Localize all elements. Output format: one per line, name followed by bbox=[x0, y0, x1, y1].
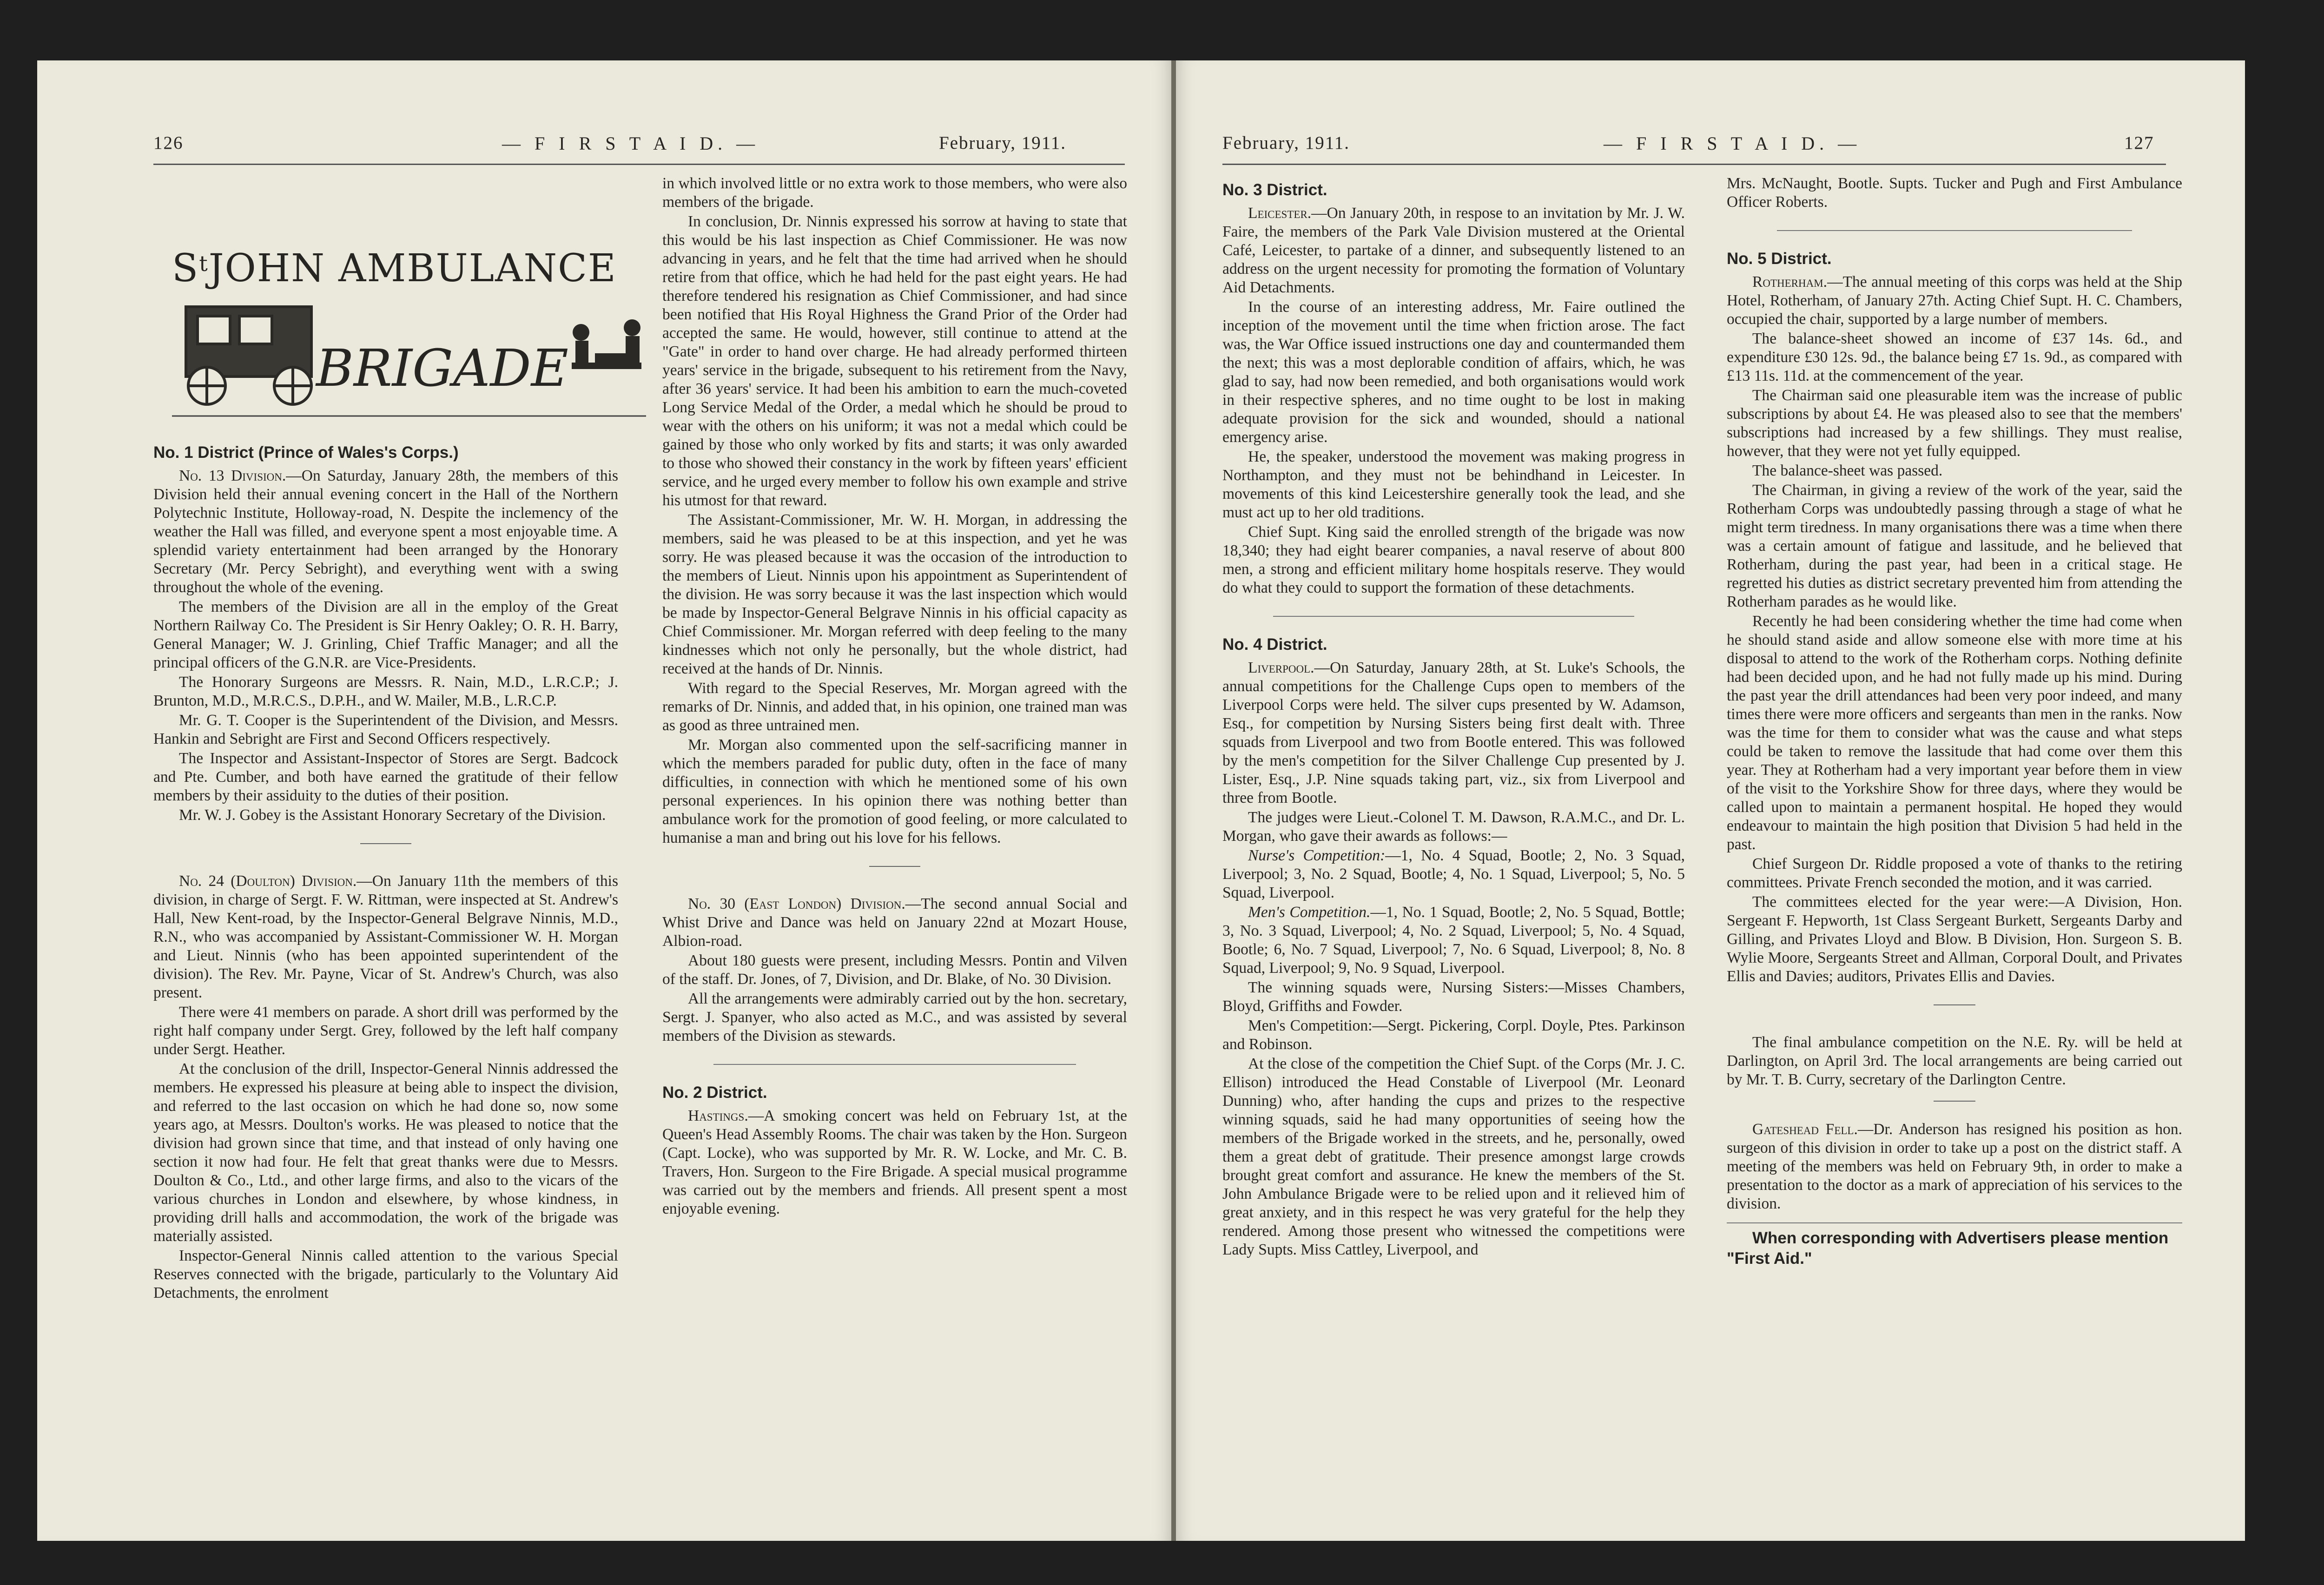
paragraph: With regard to the Special Reserves, Mr. Morgan agreed with the remarks of Dr. Ninnis, and added that, in his opinion, one trained man was as good as three untrained men. bbox=[662, 680, 1127, 734]
paragraph: At the conclusion of the drill, Inspector-General Ninnis addressed the members. He expressed his pleasure at being able to inspect the division, and referred to the last occasion on which he had done so, now some years ago, at Messrs. Doulton's works. He was pleased to notice that the division had grown since that time, and that instead of only having one section it now had four. He felt that great thanks were due to Messrs. Doulton & Co., Ltd., and other large firms, and also to the vicars of the various churches in London and elsewhere, by whose kindness, in providing drill halls and accommodation, the work of the brigade was materially assisted. bbox=[153, 1060, 618, 1245]
section-separator bbox=[869, 866, 920, 867]
section-separator bbox=[1934, 1004, 1975, 1005]
paragraph: No. 24 (Doulton) Division.—On January 11th the members of this division, in charge of Sergt. F. W. Rittman, were inspected at St. Andrew's Hall, New Kent-road, by the Inspector-General Belgrave Ninnis, M.D., R.N., who was accompanied by Assistant-Commissioner W. H. Morgan and Lieut. Ninnis (who has been appointed superintendent of the division). The Rev. Mr. Payne, Vicar of St. Andrew's Church, was also present. bbox=[153, 872, 618, 1001]
paragraph: At the close of the competition the Chief Supt. of the Corps (Mr. J. C. Ellison) introduced the Head Constable of Liverpool (Mr. Leonard Dunning) who, after handing the cups and prizes to the respective winning squads, said he had many opportunities of seeing how the members of the Brigade worked in the streets, and he, personally, owed them a great debt of gratitude. Their presence amongst large crowds brought great comfort and assurance. He knew the members of the St. John Ambulance Brigade were to be relied upon and it relieved him of great anxiety, and in this respect he was very grateful for the help they rendered. Among those present who witnessed the competitions were Lady Supts. Miss Cattley, Liverpool, and bbox=[1222, 1055, 1685, 1258]
logo-line1: $S^tJOHN$ AMBULANCE bbox=[172, 246, 617, 291]
district-2-heading: No. 2 District. bbox=[662, 1083, 767, 1102]
paragraph: Inspector-General Ninnis called attention to the various Special Reserves connected with the brigade, particularly to the Voluntary Aid Detachments, the enrolment bbox=[153, 1247, 618, 1301]
paragraph: Men's Competition:—Sergt. Pickering, Corpl. Doyle, Ptes. Parkinson and Robinson. bbox=[1222, 1017, 1685, 1053]
section-rule bbox=[713, 1064, 1076, 1065]
right-column-2 bbox=[1727, 174, 2182, 1269]
section-rule bbox=[1777, 230, 2132, 231]
paragraph: Leicester.—On January 20th, in respose to an invitation by Mr. J. W. Faire, the members of the Park Vale Division mustered at the Oriental Café, Leicester, to partake of a dinner, and subsequently listened to an address on the urgent necessity for promoting the formation of Voluntary Aid Detachments. bbox=[1222, 205, 1685, 296]
paragraph: He, the speaker, understood the movement was making progress in Northampton, and they must not be behindhand in Leicester. In movements of this kind Leicestershire generally took the lead, and she must act up to her old traditions. bbox=[1222, 448, 1685, 521]
paragraph: Mr. Morgan also commented upon the self-sacrificing manner in which the members paraded for public duty, often in the face of many difficulties, in connection with which he mentioned some of his own personal experiences. In his opinion there was nothing better than ambulance work for the promotion of good feeling, or more calculated to humanise a man and bring out his love for his fellows. bbox=[662, 736, 1127, 846]
district-4-heading: No. 4 District. bbox=[1222, 635, 1327, 654]
section-rule bbox=[1727, 1222, 2182, 1223]
right-page bbox=[1176, 60, 2245, 1541]
paragraph: There were 41 members on parade. A short drill was performed by the right half company under Sergt. Grey, followed by the left half company under Sergt. Heather. bbox=[153, 1004, 618, 1058]
st-john-ambulance-brigade-logo bbox=[163, 237, 655, 418]
running-title: — F I R S T A I D. — bbox=[502, 133, 760, 154]
paragraph: The balance-sheet showed an income of £37 14s. 6d., and expenditure £30 12s. 9d., the balance being £7 1s. 9d., as compared with £13 11s. 11d. at the commencement of the year. bbox=[1727, 330, 2182, 384]
paragraph: No. 13 Division.—On Saturday, January 28th, the members of this Division held their annual evening concert in the Hall of the Northern Polytechnic Institute, Holloway-road, N. Despite the inclemency of the weather the Hall was filled, and everyone spent a most enjoyable time. A splendid variety entertainment had been arranged by the Honorary Secretary (Mr. Percy Sebright), and everything went with a swing throughout the whole of the evening. bbox=[153, 467, 619, 596]
paragraph: Chief Surgeon Dr. Riddle proposed a vote of thanks to the retiring committees. Private French seconded the motion, and it was carried. bbox=[1727, 855, 2182, 891]
header-rule bbox=[153, 164, 1125, 165]
paragraph: No. 30 (East London) Division.—The second annual Social and Whist Drive and Dance was held on January 22nd at Mozart House, Albion-road. bbox=[662, 895, 1127, 950]
left-column-1 bbox=[153, 437, 618, 1302]
paragraph: The balance-sheet was passed. bbox=[1752, 462, 1943, 479]
paragraph: The Assistant-Commissioner, Mr. W. H. Morgan, in addressing the members, said he was pleased to be at this inspection, and yet he was sorry. He was pleased because it was the occasion of the introduction to the members of Lieut. Ninnis upon his appointment as Superintendent of the division. He was sorry because it was the last inspection which would be made by Inspector-General Belgrave Ninnis in his official capacity as Chief Commissioner. Mr. Morgan referred with deep feeling to the many kindnesses which not only he personally, but the whole district, had received at the hands of Dr. Ninnis. bbox=[662, 511, 1127, 677]
header-rule bbox=[1222, 164, 2166, 165]
district-5-heading: No. 5 District. bbox=[1727, 250, 1832, 268]
paragraph: The judges were Lieut.-Colonel T. M. Dawson, R.A.M.C., and Dr. L. Morgan, who gave their awards as follows:— bbox=[1222, 809, 1685, 845]
section-rule bbox=[1273, 616, 1634, 617]
district-3-heading: No. 3 District. bbox=[1222, 181, 1327, 199]
paragraph: Chief Supt. King said the enrolled strength of the brigade was now 18,340; they had eight bearer companies, a naval reserve of about 800 men, a strong and efficient military home hospitals reserve. They would do what they could to support the formation of these detachments. bbox=[1222, 523, 1685, 596]
page-number: 126 bbox=[153, 133, 184, 153]
ambulance-wagon-icon bbox=[186, 307, 311, 404]
paragraph: Mrs. McNaught, Bootle. Supts. Tucker and Pugh and First Ambulance Officer Roberts. bbox=[1727, 175, 2182, 211]
paragraph: The Chairman, in giving a review of the work of the year, said the Rotherham Corps was undoubtedly passing through a stage of what he might term tiredness. In many organisations there was a time when there was a certain amount of fatigue and lassitude, and he believed that Rotherham, during the past year, had been in a critical stage. He regretted his duties as district secretary prevented him from attending the Rotherham parades as he would like. bbox=[1727, 482, 2182, 610]
running-title: — F I R S T A I D. — bbox=[1604, 133, 1862, 154]
paragraph: The winning squads were, Nursing Sisters:—Misses Chambers, Bloyd, Griffiths and Fowder. bbox=[1222, 979, 1685, 1015]
paragraph: Hastings.—A smoking concert was held on February 1st, at the Queen's Head Assembly Rooms. The chair was taken by the Hon. Surgeon (Capt. Locke), who was supported by Mr. R. W. Locke, and Mr. C. B. Travers, Hon. Surgeon to the Fire Brigade. A special musical programme was carried out by the members and friends. All present spent a most enjoyable evening. bbox=[662, 1107, 1127, 1217]
issue-date: February, 1911. bbox=[939, 133, 1067, 153]
paragraph: All the arrangements were admirably carried out by the hon. secretary, Sergt. J. Spanyer, who also acted as M.C., and was assisted by several members of the Division as stewards. bbox=[662, 990, 1127, 1044]
page-number: 127 bbox=[2124, 133, 2154, 153]
issue-date: February, 1911. bbox=[1222, 133, 1350, 153]
paragraph: Recently he had been considering whether the time had come when he should stand aside and allow someone else with more time at his disposal to attend to the work of the Rotherham corps. Nothing definite had been decided upon, and he had not fully made up his mind. During the past year the drill attendances had been very poor indeed, and many times there were more officers and sergeants than men in the ranks. Now was the time for them to consider what was the cause and what steps could be taken to remove the lassitude that had come over them this year. They at Rotherham had a very important year before them in view of the visit to the Yorkshire Show for three days, where they would be called upon to maintain a permanent hospital. He hoped they would endeavour to maintain the high position that Division 5 had held in the past. bbox=[1727, 613, 2182, 853]
district-1-heading: No. 1 District (Prince of Wales's Corps.) bbox=[153, 443, 459, 462]
paragraph: The Chairman said one pleasurable item was the increase of public subscriptions by about £4. He was pleased also to see that the members' subscriptions had increased by a few shillings. They must realise, however, that they were not yet fully equipped. bbox=[1727, 387, 2182, 460]
paragraph: Nurse's Competition:—1, No. 4 Squad, Bootle; 2, No. 3 Squad, Liverpool; 3, No. 2 Squad, Bootle; 4, No. 1 Squad, Liverpool; 5, No. 5 Squad, Liverpool. bbox=[1222, 847, 1685, 901]
paragraph: in which involved little or no extra work to those members, who were also members of the brigade. bbox=[662, 175, 1127, 211]
paragraph: The committees elected for the year were:—A Division, Hon. Sergeant F. Hepworth, 1st Class Sergeant Burkett, Sergeants Darby and Gilling, and Privates Lloyd and Blow. B Division, Hon. Surgeon S. B. Wylie Moore, Sergeants Street and Allman, Corporal Doult, and Privates Ellis and Davies; auditors, Privates Ellis and Davies. bbox=[1727, 893, 2182, 985]
paragraph: The Inspector and Assistant-Inspector of Stores are Sergt. Badcock and Pte. Cumber, and both have earned the gratitude of their fellow members by their assiduity to the duties of their position. bbox=[153, 750, 618, 804]
section-separator bbox=[360, 843, 411, 844]
paragraph: Liverpool.—On Saturday, January 28th, at St. Luke's Schools, the annual competitions for the Challenge Cups open to members of the Liverpool Corps were held. The silver cups presented by W. Adamson, Esq., for competition by Nursing Sisters being first dealt with. Three squads from Liverpool and two from Bootle entered. This was followed by the men's competition for the Silver Challenge Cup presented by J. Lister, Esq., J.P. Nine squads taking part, viz., six from Liverpool and three from Bootle. bbox=[1222, 659, 1685, 806]
paragraph: Rotherham.—The annual meeting of this corps was held at the Ship Hotel, Rotherham, of January 27th. Acting Chief Supt. H. C. Chambers, occupied the chair, supported by a large number of members. bbox=[1727, 273, 2182, 328]
stretcher-bearers-icon bbox=[572, 319, 641, 369]
paragraph: In the course of an interesting address, Mr. Faire outlined the inception of the movement until the time when friction arose. The fact was, the War Office issued instructions one day and countermanded them the next; this was a most deplorable condition of affairs, which, he was glad to say, had now been remedied, and both organisations would work in their respective spheres, and no time ought to be lost in making adequate provision for the sick and wounded, should a national emergency arise. bbox=[1222, 298, 1685, 446]
left-page bbox=[37, 60, 1171, 1541]
paragraph: Mr. W. J. Gobey is the Assistant Honorary Secretary of the Division. bbox=[179, 806, 606, 824]
paragraph: The final ambulance competition on the N.E. Ry. will be held at Darlington, on April 3rd. The local arrangements are being carried out by Mr. T. B. Curry, secretary of the Darlington Centre. bbox=[1727, 1034, 2182, 1088]
right-column-1 bbox=[1222, 174, 1685, 1259]
advertiser-notice: When corresponding with Advertisers please mention "First Aid." bbox=[1727, 1229, 2169, 1268]
paragraph: Mr. G. T. Cooper is the Superintendent of the Division, and Messrs. Hankin and Sebright are First and Second Officers respectively. bbox=[153, 712, 618, 747]
paragraph: Gateshead Fell.—Dr. Anderson has resigned his position as hon. surgeon of this division in order to take up a post on the district staff. A meeting of the members was held on February 9th, in order to make a presentation to the doctor as a mark of appreciation of his services to the division. bbox=[1727, 1121, 2182, 1212]
paragraph: The members of the Division are all in the employ of the Great Northern Railway Co. The President is Sir Henry Oakley; O. R. H. Barry, General Manager; W. J. Grinling, Chief Traffic Manager; and all the principal officers of the G.N.R. are Vice-Presidents. bbox=[153, 598, 618, 671]
paragraph: In conclusion, Dr. Ninnis expressed his sorrow at having to state that this would be his last inspection as Chief Commissioner. He was now advancing in years, and he felt that the time had arrived when he should retire from that office, which he had held for the past eight years. He had therefore tendered his resignation as Chief Commissioner, and had since been notified that His Royal Highness the Grand Prior of the Order had accepted the same. He would, however, still continue to attend at the "Gate" in order to hand over charge. He had already performed thirteen years' service in the brigade, subsequent to his retirement from the Navy, after 36 years' service. It had been his ambition to earn the much-coveted Long Service Medal of the Order, a medal which he should be proud to wear with the others on his uniform; it was not a medal which could be gained by those who only worked by fits and starts; it was only awarded to those who showed their constancy in the work by fifteen years' efficient service, and he urged every member to follow his own example and strive his utmost for that reward. bbox=[662, 213, 1127, 509]
left-column-2 bbox=[662, 174, 1127, 1218]
paragraph: The Honorary Surgeons are Messrs. R. Nain, M.D., L.R.C.P.; J. Brunton, M.D., M.R.C.S., D.P.H., and W. Mailer, M.B., L.R.C.P. bbox=[153, 674, 618, 709]
paragraph: Men's Competition.—1, No. 1 Squad, Bootle; 2, No. 5 Squad, Bottle; 3, No. 3 Squad, Liverpool; 4, No. 2 Squad, Liverpool; 5, No. 4 Squad, Bootle; 6, No. 7 Squad, Liverpool; 7, No. 6 Squad, Liverpool; 8, No. 8 Squad, Liverpool; 9, No. 9 Squad, Liverpool. bbox=[1222, 904, 1685, 977]
paragraph: About 180 guests were present, including Messrs. Pontin and Vilven of the staff. Dr. Jones, of 7, Division, and Dr. Blake, of No. 30 Division. bbox=[662, 952, 1127, 988]
section-separator bbox=[1934, 1101, 1975, 1102]
logo-line2: BRIGADE bbox=[316, 338, 568, 398]
